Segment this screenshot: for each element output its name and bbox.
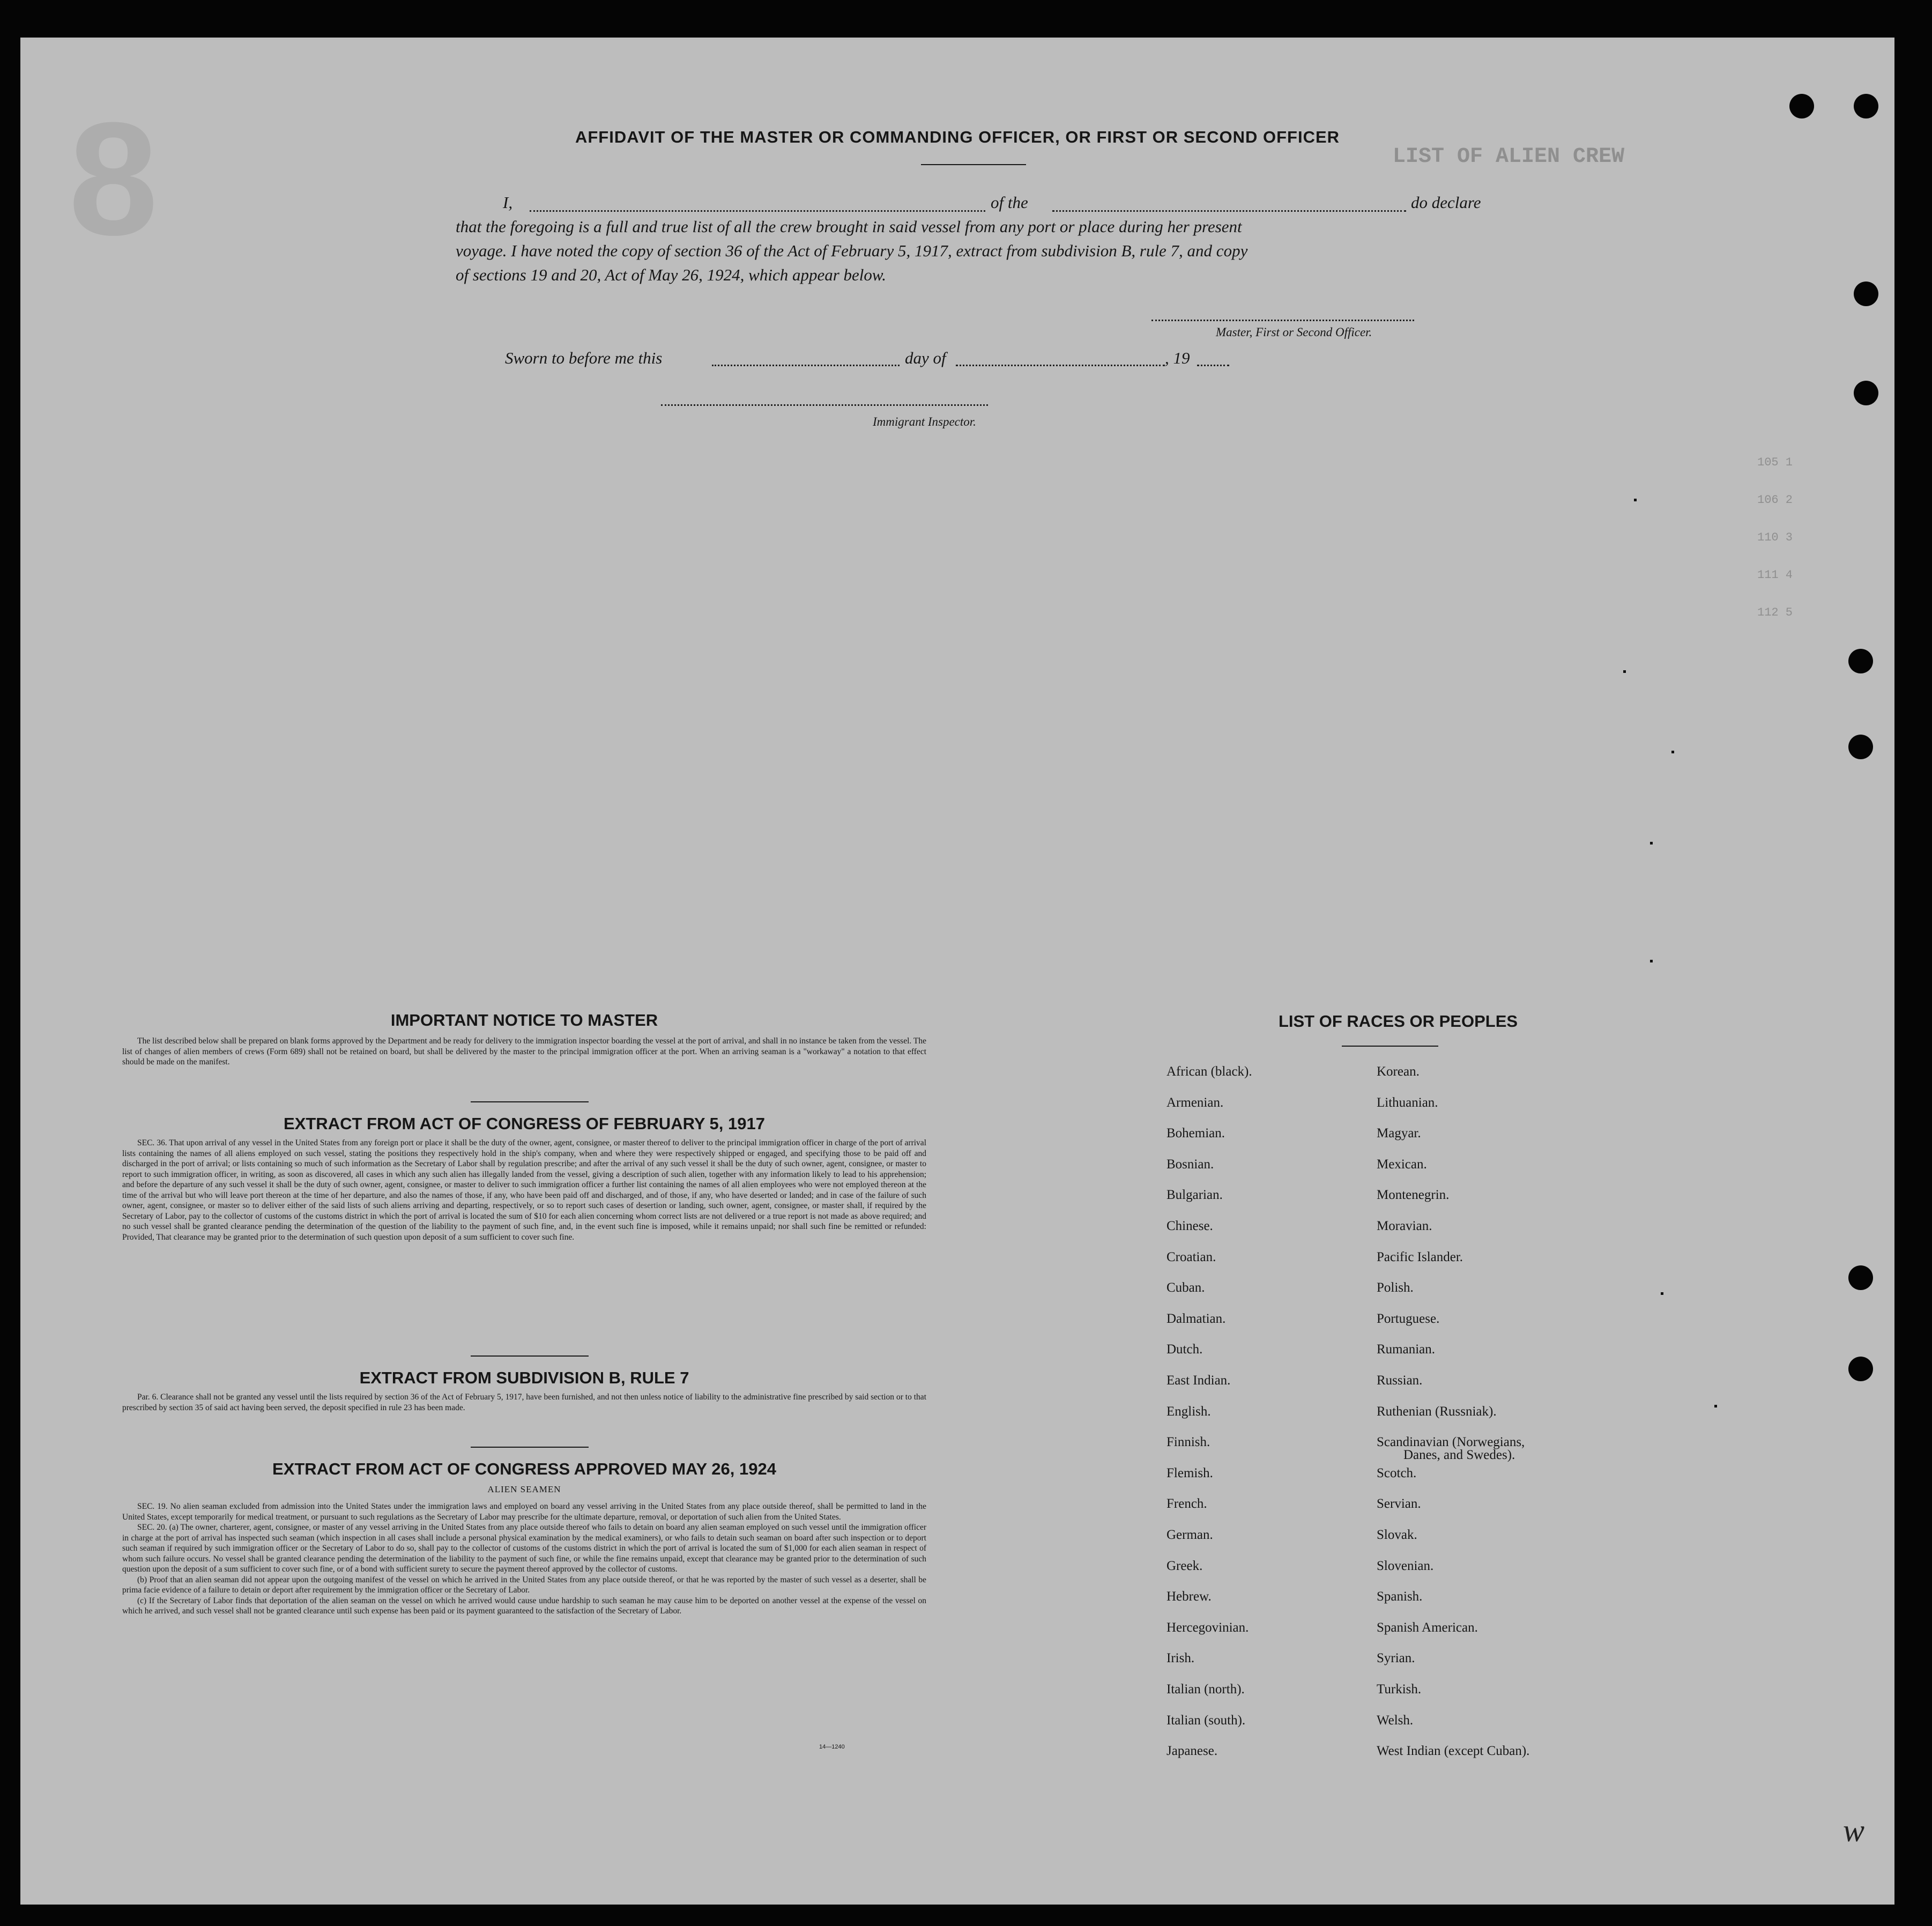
check-mark [1661, 1292, 1663, 1295]
handwritten-mark: w [1843, 1813, 1865, 1848]
race-item: East Indian. [1166, 1373, 1231, 1388]
sworn-year-field[interactable] [1197, 365, 1229, 366]
inspector-label: Immigrant Inspector. [873, 415, 976, 428]
race-item: Turkish. [1377, 1682, 1422, 1697]
affidavit-line-2: that the foregoing is a full and true list of all the crew brought in said vessel from any port or place during her present [456, 217, 1242, 236]
race-item: Spanish. [1377, 1589, 1423, 1604]
race-item: Cuban. [1166, 1280, 1205, 1295]
extract-1917-text [122, 1138, 926, 1242]
race-item: Bohemian. [1166, 1126, 1225, 1141]
bleed-through-text: 105 1 [1757, 456, 1793, 469]
bleed-through-text: 111 4 [1757, 568, 1793, 582]
master-signature-label: Master, First or Second Officer. [1216, 325, 1372, 339]
sec-20a-paragraph: SEC. 20. (a) The owner, charterer, agent, consignee, or master of any vessel arriving in the United States from any place outside thereof who fails to detain on board any alien seaman employed on such vessel until the immigration officer in charge at the port of arrival has inspected such seaman (which inspection in all cases shall include a personal physical examination by the medical examiners), or who fails to detain such seaman on board after such inspection or to deport such seaman if required by such immigration officer or the Secretary of Labor to do so, shall pay to the collector of customs of the customs district in which the port of arrival is located the sum of $1,000 for each alien seaman in respect of whom such failure occurs. No vessel shall be granted clearance pending the determination of the liability to the payment of such fine, or while the fine remains unpaid, except that clearance may be granted prior to the determination of such question upon the deposit of a sum sufficient to cover such fine, or of a bond with sufficient surety to secure the payment thereof approved by the collector of customs. [122, 1523, 926, 1574]
race-item: African (black). [1166, 1064, 1252, 1079]
section-divider [471, 1447, 589, 1448]
race-item: Mexican. [1377, 1157, 1427, 1172]
section-36-paragraph: SEC. 36. That upon arrival of any vessel in the United States from any foreign port or place it shall be the duty of the owner, agent, consignee, or master thereof to deliver to the principal immigration officer in charge of the port of arrival lists containing the names of all aliens employed on such vessel, stating the positions they respectively hold in the ship's company, when and where they were respectively shipped or engaged, and specifying those to be paid off and discharged in the port of arrival; or lists containing so much of such information as the Secretary of Labor shall by regulation prescribe; and after the arrival of any such vessel it shall be the duty of such owner, agent, consignee, or master to report to such immigration officer, in writing, as soon as discovered, all cases in which any such alien has illegally landed from the vessel, giving a description of such alien, together with any information likely to lead to his apprehension; and before the departure of any such vessel it shall be the duty of such owner, agent, consignee, or master to deliver to such immigration officer a further list containing the names of all alien employees who were not employed thereon at the time of the arrival but who will leave port thereon at the time of her departure, and also the names of those, if any, who have been paid off and discharged, and of those, if any, who have deserted or landed; and in case of the failure of such owner, agent, consignee, or master so to deliver either of the said lists of such aliens arriving and departing, respectively, or so to report such cases of desertion or landing, such owner, agent, consignee, or master shall, if required by the Secretary of Labor, pay to the collector of customs of the customs district in which the port of arrival is located the sum of $10 for each alien concerning whom correct lists are not delivered or a true report is not made as above required; and no such vessel shall be granted clearance pending the determination of the question of the liability to the payment of such fine, and, in the event such fine is imposed, while it remains unpaid; nor shall such fine be remitted or refunded: Provided, That clearance may be granted prior to the determination of such question upon deposit of a sum sufficient to cover such fine. [122, 1138, 926, 1242]
affidavit-line-4: of sections 19 and 20, Act of May 26, 1924, which appear below. [456, 265, 887, 284]
master-signature-field[interactable] [1151, 320, 1414, 321]
extract-rule7-title: EXTRACT FROM SUBDIVISION B, RULE 7 [359, 1368, 689, 1387]
check-mark [1714, 1405, 1717, 1408]
race-item: Armenian. [1166, 1095, 1224, 1110]
year-prefix-label: , 19 [1165, 349, 1190, 367]
bleed-through-text: 112 5 [1757, 606, 1793, 619]
section-divider [471, 1355, 589, 1357]
sworn-day-field[interactable] [712, 365, 900, 366]
officer-name-field[interactable] [530, 210, 985, 212]
race-item: Finnish. [1166, 1435, 1210, 1450]
check-mark [1634, 499, 1637, 501]
inspector-signature-field[interactable] [661, 404, 988, 406]
punch-hole [1848, 649, 1873, 673]
race-item: French. [1166, 1497, 1207, 1512]
punch-hole [1848, 1357, 1873, 1381]
sworn-label: Sworn to before me this [505, 349, 663, 367]
race-item: Hebrew. [1166, 1589, 1212, 1604]
race-item: Dalmatian. [1166, 1311, 1226, 1326]
race-item: Rumanian. [1377, 1342, 1436, 1357]
form-page [20, 38, 1894, 1905]
bleed-through-text: 106 2 [1757, 493, 1793, 507]
race-item: Chinese. [1166, 1219, 1213, 1233]
race-item: Scotch. [1377, 1465, 1417, 1480]
race-item: West Indian (except Cuban). [1377, 1744, 1530, 1759]
race-item: Slovenian. [1377, 1558, 1434, 1573]
affidavit-do-declare-label: do declare [1411, 193, 1481, 212]
race-item: Bulgarian. [1166, 1188, 1223, 1203]
race-item: Scandinavian (Norwegians, [1377, 1435, 1525, 1450]
sec-20b-paragraph: (b) Proof that an alien seaman did not appear upon the outgoing manifest of the vessel on which he arrived in the United States from any place outside thereof, or that he was reported by the master of such vessel as a deserter, shall be prima facie evidence of a failure to detain or deport after requirement by the immigration officer or the Secretary of Labor. [122, 1575, 926, 1595]
affidavit-i-label: I, [503, 193, 513, 212]
race-item: English. [1166, 1404, 1211, 1419]
punch-hole [1848, 735, 1873, 759]
race-item: Dutch. [1166, 1342, 1203, 1357]
race-item: Welsh. [1377, 1713, 1414, 1728]
race-item: Portuguese. [1377, 1311, 1440, 1326]
race-item: Italian (north). [1166, 1682, 1245, 1697]
races-title-divider [1342, 1046, 1438, 1047]
race-item: Japanese. [1166, 1744, 1218, 1759]
race-item: Montenegrin. [1377, 1188, 1450, 1203]
race-item: Magyar. [1377, 1126, 1421, 1141]
extract-1917-title: EXTRACT FROM ACT OF CONGRESS OF FEBRUARY 5, 1917 [284, 1114, 765, 1133]
title-divider [921, 164, 1026, 165]
race-item: German. [1166, 1528, 1213, 1542]
bleed-through-text: LIST OF ALIEN CREW [1393, 145, 1625, 169]
check-mark [1650, 842, 1653, 845]
sec-20c-paragraph: (c) If the Secretary of Labor finds that deportation of the alien seaman on the vessel on which he arrived would cause undue hardship to such seaman he may cause him to be deported on another vessel at the expense of the vessel on which he arrived, and such vessel shall not be granted clearance until such expense has been paid or its payment guaranteed to the satisfaction of the Secretary of Labor. [122, 1596, 926, 1616]
bleed-through-mark: 8 [69, 88, 158, 269]
race-item: Servian. [1377, 1497, 1421, 1512]
par-6-paragraph: Par. 6. Clearance shall not be granted any vessel until the lists required by section 36 of the Act of February 5, 1917, have been furnished, and not then unless notice of liability to the administrative fine prescribed by said section or to that prescribed by section 35 of said act having been served, the deposit specified in rule 23 has been made. [122, 1392, 926, 1412]
race-item: Croatian. [1166, 1249, 1216, 1264]
day-of-label: day of [905, 349, 946, 367]
vessel-name-field[interactable] [1052, 210, 1406, 212]
punch-hole [1854, 381, 1878, 405]
race-item: Lithuanian. [1377, 1095, 1438, 1110]
race-item: Syrian. [1377, 1651, 1415, 1666]
race-item: Spanish American. [1377, 1620, 1478, 1635]
notice-title: IMPORTANT NOTICE TO MASTER [390, 1011, 658, 1029]
race-item: Flemish. [1166, 1465, 1213, 1480]
alien-seamen-heading: ALIEN SEAMEN [487, 1484, 561, 1494]
check-mark [1671, 751, 1674, 753]
race-item: Bosnian. [1166, 1157, 1214, 1172]
sworn-month-field[interactable] [956, 365, 1165, 366]
check-mark [1623, 670, 1626, 673]
form-number: 14—1240 [819, 1744, 845, 1750]
race-item: Moravian. [1377, 1219, 1432, 1233]
affidavit-line-3: voyage. I have noted the copy of section 36 of the Act of February 5, 1917, extract from subdivision B, rule 7, and copy [456, 241, 1248, 260]
race-item: Polish. [1377, 1280, 1414, 1295]
race-item: Pacific Islander. [1377, 1249, 1463, 1264]
punch-hole [1854, 282, 1878, 306]
extract-1924-text [122, 1501, 926, 1617]
affidavit-of-the-label: of the [991, 193, 1028, 212]
race-item: Irish. [1166, 1651, 1195, 1666]
notice-text [122, 1036, 926, 1068]
sec-19-paragraph: SEC. 19. No alien seaman excluded from admission into the United States under the immigration laws and employed on board any vessel arriving in the United States from any place outside thereof, shall be permitted to land in the United States, except temporarily for medical treatment, or pursuant to such regulations as the Secretary of Labor may prescribe for the ultimate departure, removal, or deportation of such alien from the United States. [122, 1502, 926, 1522]
section-divider [471, 1101, 589, 1102]
race-item: Italian (south). [1166, 1713, 1246, 1728]
extract-1924-title: EXTRACT FROM ACT OF CONGRESS APPROVED MAY 26, 1924 [272, 1460, 776, 1478]
bleed-through-text: 110 3 [1757, 531, 1793, 544]
race-item-continuation: Danes, and Swedes). [1403, 1448, 1515, 1463]
extract-rule7-text [122, 1392, 926, 1413]
race-item: Slovak. [1377, 1528, 1417, 1542]
race-item: Korean. [1377, 1064, 1420, 1079]
punch-hole [1789, 94, 1814, 118]
race-item: Greek. [1166, 1558, 1203, 1573]
races-title: LIST OF RACES OR PEOPLES [1278, 1012, 1518, 1031]
race-item: Ruthenian (Russniak). [1377, 1404, 1497, 1419]
race-item: Hercegovinian. [1166, 1620, 1249, 1635]
punch-hole [1848, 1265, 1873, 1290]
check-mark [1650, 960, 1653, 962]
punch-hole [1854, 94, 1878, 118]
race-item: Russian. [1377, 1373, 1423, 1388]
notice-paragraph: The list described below shall be prepared on blank forms approved by the Department and be ready for delivery to the immigration inspector boarding the vessel at the port of arrival, and shall in no instance be taken from the vessel. The list of changes of alien members of crews (Form 689) shall not be retained on board, but shall be delivered by the master to the principal immigration officer at the port. When an arriving seaman is a "workaway" a notation to that effect should be made on the manifest. [122, 1036, 926, 1066]
affidavit-title: AFFIDAVIT OF THE MASTER OR COMMANDING OFFICER, OR FIRST OR SECOND OFFICER [575, 128, 1340, 146]
